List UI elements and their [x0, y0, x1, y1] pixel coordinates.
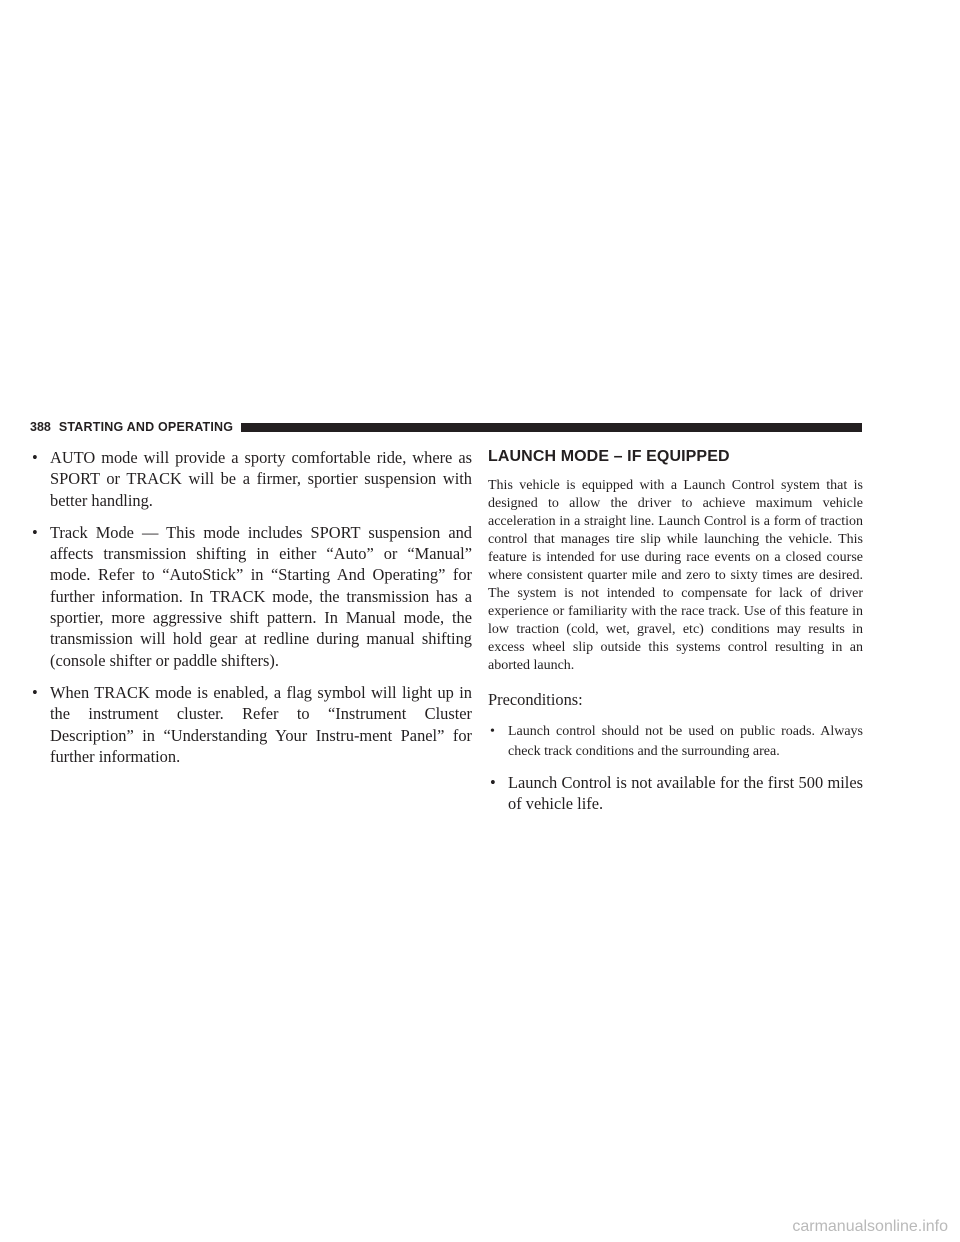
left-bullet-list [30, 447, 472, 767]
page-number: 388 [30, 420, 51, 434]
list-item-text: Track Mode — This mode includes SPORT suspension and affects transmission shifting in either “Auto” or “Manual” mode. Refer to “AutoStick” in “Starting And Operating” for further information. In TRACK mode, the transmission has a sportier, more aggressive shift pattern. In Manual mode, the transmission will hold gear at redline during manual shifting (console shifter or paddle shifters). [50, 522, 472, 670]
body-paragraph: This vehicle is equipped with a Launch Control system that is designed to allow the driver to achieve maximum vehicle acceleration in a straight line. Launch Control is a form of traction control that manages tire slip while launching the vehicle. This feature is intended for use during race events on a closed course where consistent quarter mile and zero to sixty times are desired. The system is not intended to compensate for lack of driver experience or familiarity with the race track. Use of this feature in low traction (cold, wet, gravel, etc) conditions may results in excess wheel slip outside this systems control resulting in an aborted launch. [488, 478, 863, 673]
page-header [30, 418, 862, 436]
list-item-text: Launch control should not be used on public roads. Always check track conditions and the surrounding area. [508, 724, 863, 759]
list-item [488, 722, 863, 762]
preconditions-label: Preconditions: [488, 690, 583, 709]
header-rule [241, 423, 862, 432]
left-column [30, 447, 472, 778]
bullet-icon: • [32, 522, 38, 542]
list-item [30, 447, 472, 511]
bullet-icon: • [32, 448, 38, 467]
list-item [30, 682, 472, 767]
list-item-text: AUTO mode will provide a sporty comfortable ride, where as SPORT or TRACK will be a firmer, sportier suspension with better handling. [50, 448, 472, 510]
list-item-text: Launch Control is not available for the first 500 miles of vehicle life. [508, 773, 863, 813]
bullet-icon: • [490, 773, 496, 792]
list-item [30, 522, 472, 671]
bullet-icon: • [490, 724, 495, 739]
right-bullet-list [488, 722, 863, 814]
section-title: STARTING AND OPERATING [58, 420, 234, 434]
list-item-text: When TRACK mode is enabled, a flag symbol will light up in the instrument cluster. Refer to “Instrument Cluster Description” in “Understanding Your Instru-ment Panel” for further information. [50, 682, 472, 766]
watermark: carmanualsonline.info [792, 1218, 948, 1235]
bullet-icon: • [32, 682, 38, 702]
list-item [488, 772, 863, 814]
right-column [488, 447, 863, 825]
section-heading: LAUNCH MODE – IF EQUIPPED [488, 448, 730, 465]
